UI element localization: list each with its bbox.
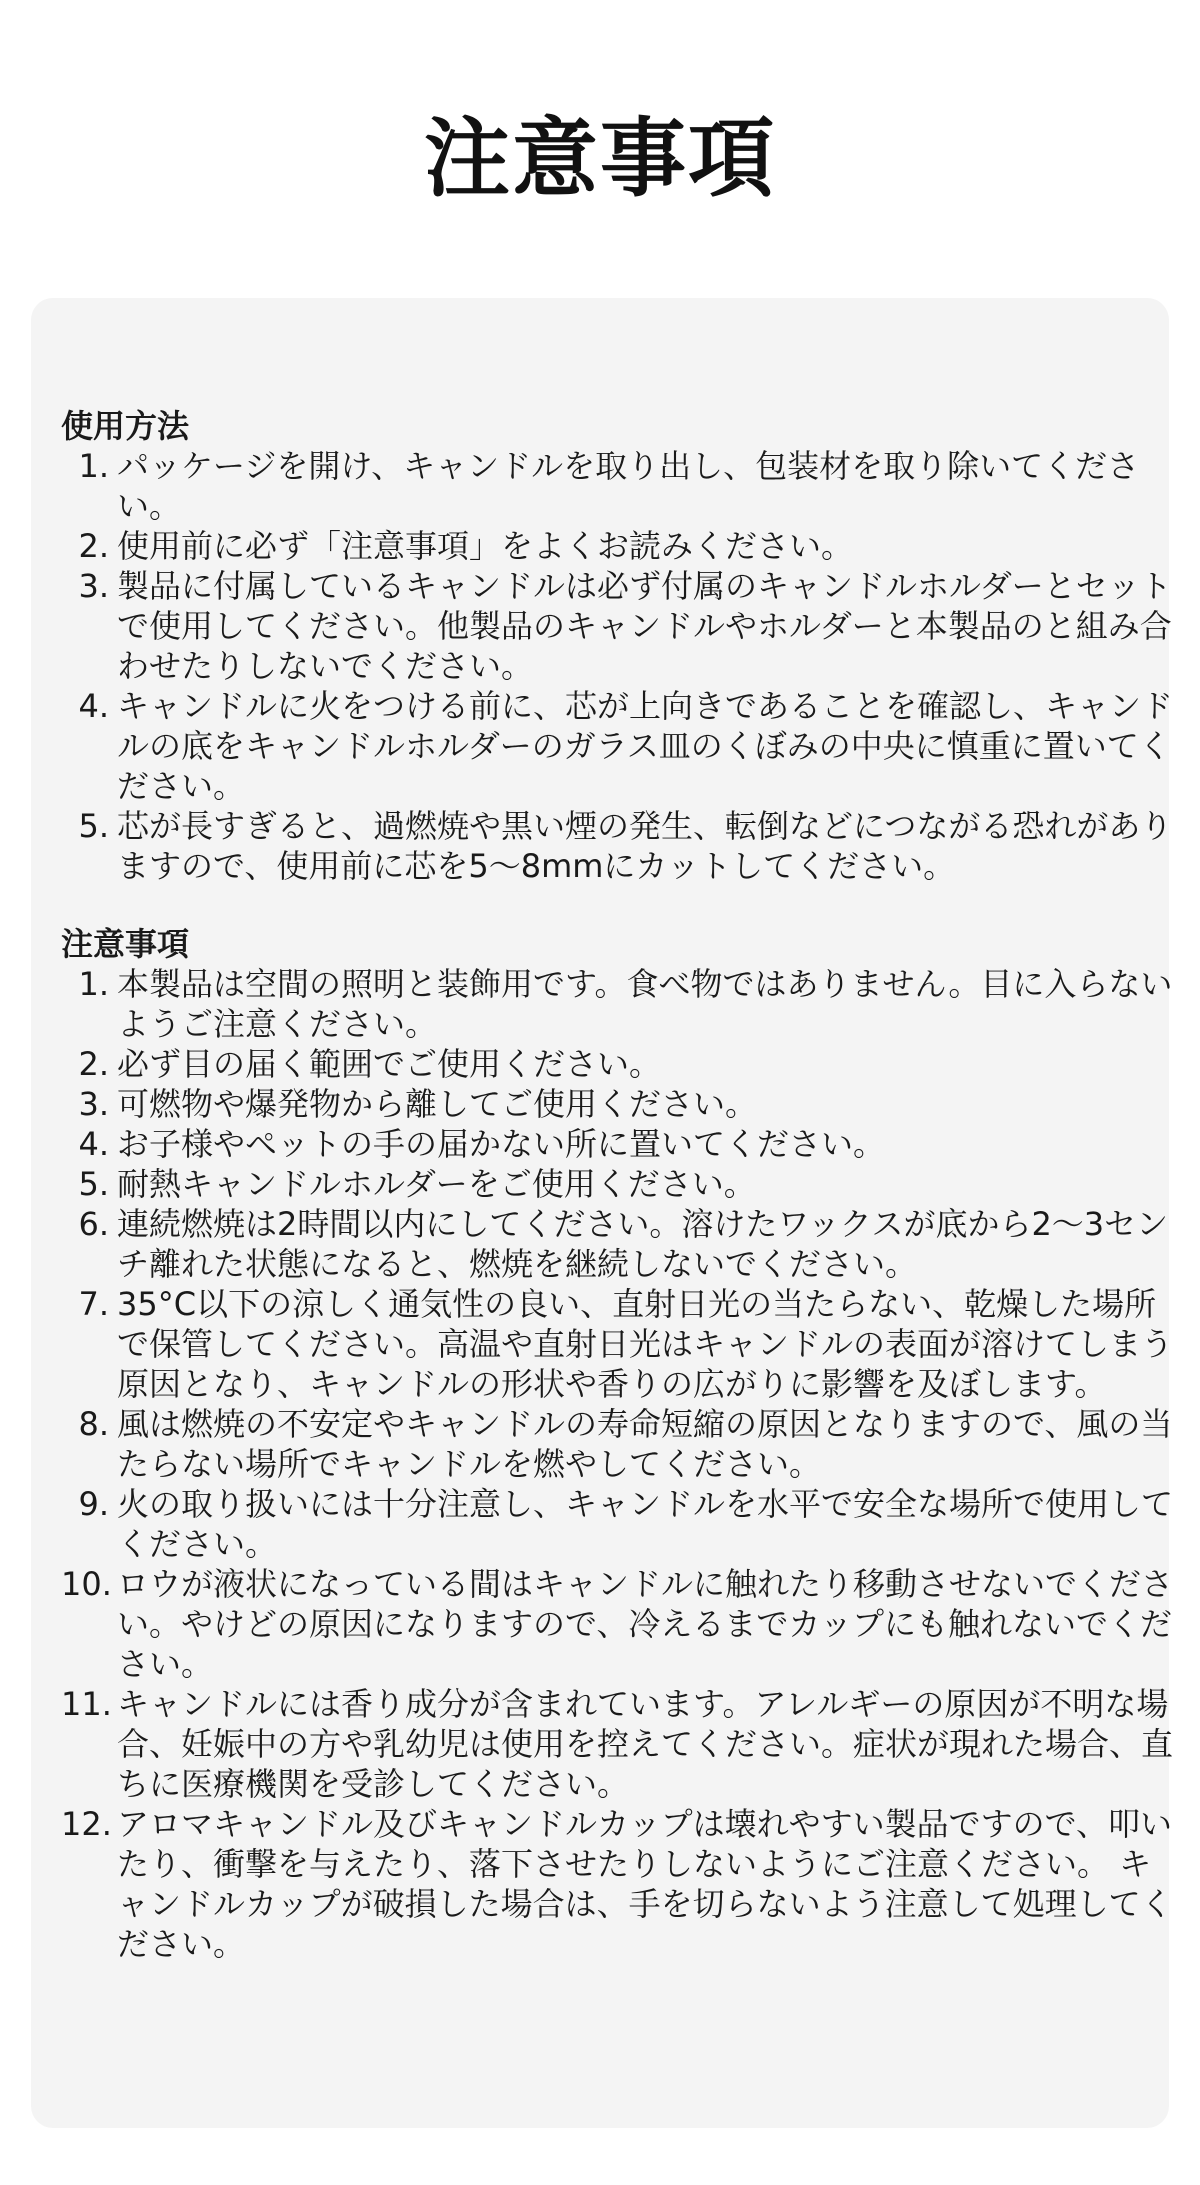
list-item-text: キャンドルに火をつける前に、芯が上向きであることを確認し、キャンドルの底をキャンドルホルダーのガラス皿のくぼみの中央に慎重に置いてください。 bbox=[117, 687, 1174, 805]
list-item bbox=[61, 1204, 1181, 1284]
list-item-number: 1. bbox=[78, 447, 109, 485]
list-item-number: 12. bbox=[61, 1805, 112, 1843]
list-item-number: 4. bbox=[78, 1125, 109, 1163]
list-item-text: アロマキャンドル及びキャンドルカップは壊れやすい製品ですので、叩いたり、衝撃を与えたり、落下させたりしないようにご注意ください。 キャンドルカップが破損した場合は、手を切らないよう注意して処理してください。 bbox=[117, 1805, 1173, 1963]
list-item-text: キャンドルには香り成分が含まれています。アレルギーの原因が不明な場合、妊娠中の方や乳幼児は使用を控えてください。症状が現れた場合、直ちに医療機関を受診してください。 bbox=[117, 1685, 1174, 1803]
list-item-text: お子様やペットの手の届かない所に置いてください。 bbox=[117, 1125, 886, 1163]
list-item bbox=[61, 806, 1181, 886]
list-item-text: 使用前に必ず「注意事項」をよくお読みください。 bbox=[117, 527, 854, 565]
list-item bbox=[61, 1404, 1181, 1484]
list-item-text: ロウが液状になっている間はキャンドルに触れたり移動させないでください。やけどの原因になりますので、冷えるまでカップにも触れないでください。 bbox=[117, 1565, 1174, 1683]
list-item-text: パッケージを開け、キャンドルを取り出し、包装材を取り除いてください。 bbox=[117, 447, 1140, 525]
list-item-number: 5. bbox=[78, 1165, 109, 1203]
list-item bbox=[61, 1564, 1181, 1684]
list-item bbox=[61, 1084, 1181, 1124]
list-item bbox=[61, 1284, 1181, 1404]
list-item-text: 製品に付属しているキャンドルは必ず付属のキャンドルホルダーとセットで使用してください。他製品のキャンドルやホルダーと本製品のと組み合わせたりしないでください。 bbox=[117, 567, 1172, 685]
list-item bbox=[61, 1124, 1181, 1164]
list-item-text: 本製品は空間の照明と装飾用です。食べ物ではありません。目に入らないようご注意ください。 bbox=[117, 965, 1173, 1043]
list-item-text: 連続燃焼は2時間以内にしてください。溶けたワックスが底から2〜3センチ離れた状態になると、燃焼を継続しないでください。 bbox=[117, 1205, 1169, 1283]
list-item bbox=[61, 964, 1181, 1044]
caution-section bbox=[61, 924, 1181, 1964]
list-item bbox=[61, 1484, 1181, 1564]
notice-card bbox=[31, 298, 1174, 2128]
list-item-number: 3. bbox=[78, 567, 109, 605]
list-item-number: 2. bbox=[78, 527, 109, 565]
list-item bbox=[61, 1684, 1181, 1804]
list-item bbox=[61, 566, 1181, 686]
list-item-number: 4. bbox=[78, 687, 109, 725]
list-item-number: 9. bbox=[78, 1485, 109, 1523]
caution-section-title: 注意事項 bbox=[61, 925, 190, 963]
list-item-number: 1. bbox=[78, 965, 109, 1003]
list-item-text: 火の取り扱いには十分注意し、キャンドルを水平で安全な場所で使用してください。 bbox=[117, 1485, 1174, 1563]
list-item bbox=[61, 1044, 1181, 1084]
list-item-number: 11. bbox=[61, 1685, 112, 1723]
list-item bbox=[61, 1804, 1181, 1964]
usage-section bbox=[61, 406, 1181, 886]
list-item-number: 10. bbox=[61, 1565, 112, 1603]
list-item-text: 必ず目の届く範囲でご使用ください。 bbox=[117, 1045, 662, 1083]
list-item-number: 3. bbox=[78, 1085, 109, 1123]
list-item bbox=[61, 446, 1181, 526]
notice-content bbox=[61, 406, 1181, 1964]
list-item-text: 耐熱キャンドルホルダーをご使用ください。 bbox=[117, 1165, 756, 1203]
list-item-text: 芯が長すぎると、過燃焼や黒い煙の発生、転倒などにつながる恐れがありますので、使用前に芯を5〜8mmにカットしてください。 bbox=[117, 807, 1173, 885]
list-item-text: 35°C以下の涼しく通気性の良い、直射日光の当たらない、乾燥した場所で保管してください。高温や直射日光はキャンドルの表面が溶けてしまう原因となり、キャンドルの形状や香りの広がりに影響を及ぼします。 bbox=[117, 1285, 1174, 1403]
list-item-text: 風は燃焼の不安定やキャンドルの寿命短縮の原因となりますので、風の当たらない場所でキャンドルを燃やしてください。 bbox=[117, 1405, 1173, 1483]
usage-section-title: 使用方法 bbox=[61, 407, 190, 445]
list-item-number: 7. bbox=[78, 1285, 109, 1323]
list-item bbox=[61, 526, 1181, 566]
list-item-number: 2. bbox=[78, 1045, 109, 1083]
page-title: 注意事項 bbox=[424, 109, 776, 209]
list-item bbox=[61, 686, 1181, 806]
list-item-number: 8. bbox=[78, 1405, 109, 1443]
list-item-text: 可燃物や爆発物から離してご使用ください。 bbox=[117, 1085, 758, 1123]
list-item-number: 5. bbox=[78, 807, 109, 845]
list-item bbox=[61, 1164, 1181, 1204]
caution-list bbox=[61, 964, 1181, 1964]
list-item-number: 6. bbox=[78, 1205, 109, 1243]
usage-list bbox=[61, 446, 1181, 886]
